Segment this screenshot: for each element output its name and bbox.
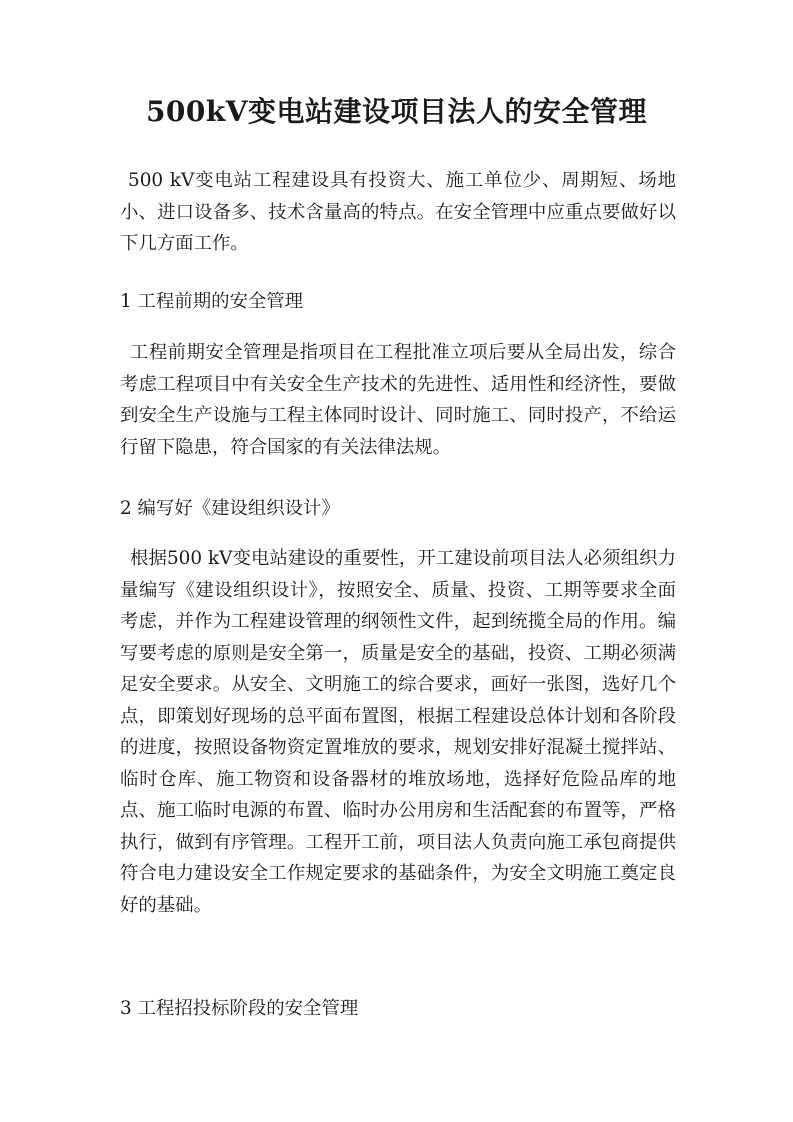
section-1-heading: 1 工程前期的安全管理 xyxy=(120,291,304,312)
section-3-heading: 3 工程招投标阶段的安全管理 xyxy=(120,998,359,1019)
section-2-heading: 2 编写好《建设组织设计》 xyxy=(120,498,340,519)
section-2-body: 根据500 kV变电站建设的重要性，开工建设前项目法人必须组织力量编写《建设组织设计》，按照安全、质量、投资、工期等要求全面考虑，并作为工程建设管理的纲领性文件，起到统揽全局的作用。编写要考虑的原则是安全第一，质量是安全的基础，投资、工期必须满足安全要求。从安全、文明施工的综合要求，画好一张图，选好几个点，即策划好现场的总平面布置图，根据工程建设总体计划和各阶段的进度，按照设备物资定置堆放的要求，规划安排好混凝土搅拌站、临时仓库、施工物资和设备器材的堆放场地，选择好危险品库的地点、施工临时电源的布置、临时办公用房和生活配套的布置等，严格执行，做到有序管理。工程开工前，项目法人负责向施工承包商提供符合电力建设安全工作规定要求的基础条件，为安全文明施工奠定良好的基础。 xyxy=(120,548,676,916)
intro-paragraph: 500 kV变电站工程建设具有投资大、施工单位少、周期短、场地小、进口设备多、技术含量高的特点。在安全管理中应重点要做好以下几方面工作。 xyxy=(120,170,676,254)
document-title: 500kV变电站建设项目法人的安全管理 xyxy=(145,95,648,128)
section-1-body: 工程前期安全管理是指项目在工程批准立项后要从全局出发，综合考虑工程项目中有关安全生产技术的先进性、适用性和经济性，要做到安全生产设施与工程主体同时设计、同时施工、同时投产，不给运行留下隐患，符合国家的有关法律法规。 xyxy=(120,342,676,458)
